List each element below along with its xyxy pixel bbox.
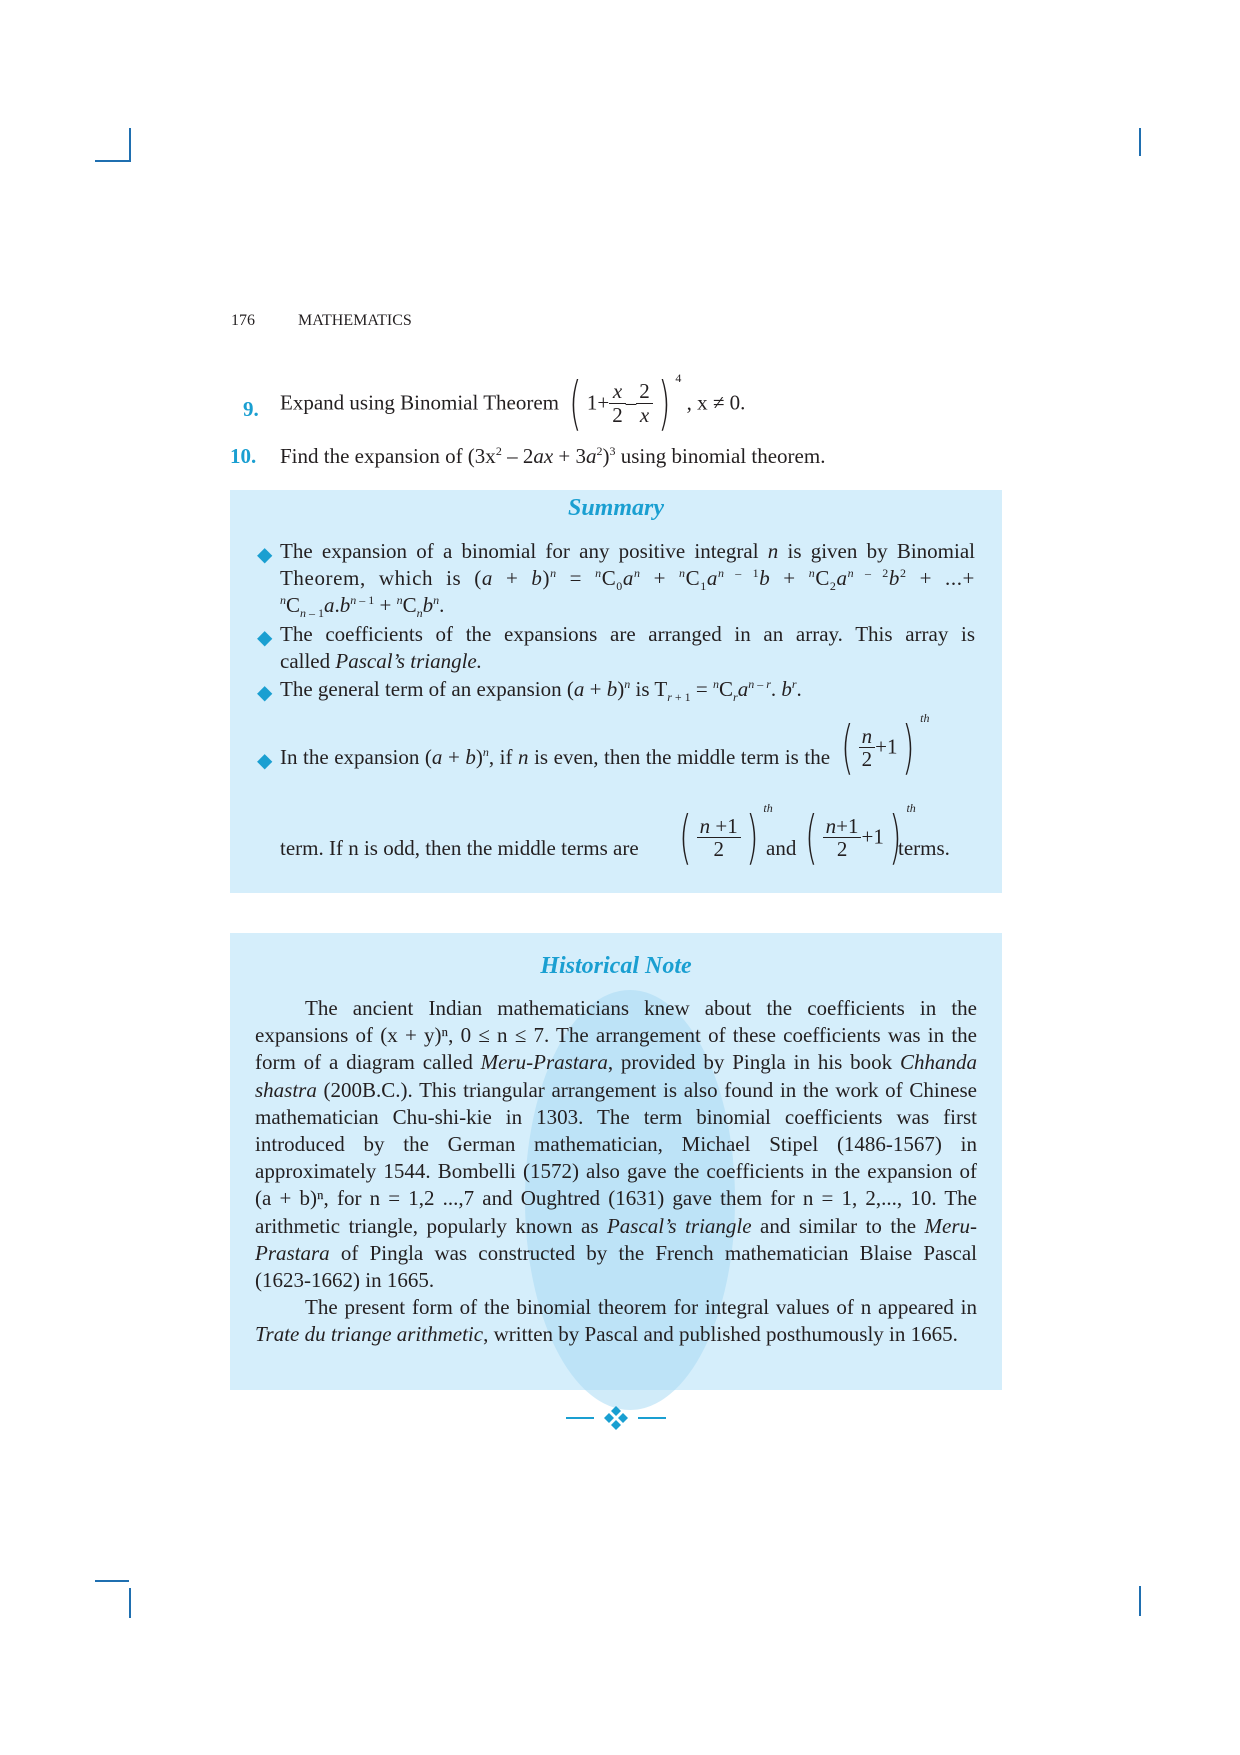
crop-mark-top-left-h — [95, 160, 129, 162]
plus-one: +1 — [861, 824, 884, 849]
th-superscript: th — [763, 801, 773, 815]
crop-mark-top-left-v — [129, 128, 131, 162]
hist-meru-prastara: Meru-Prastara — [480, 1050, 608, 1075]
hist-trate: Trate du triange arithmetic — [255, 1322, 484, 1347]
summary-b4-and: and — [766, 836, 797, 860]
summary-b4-terms: terms. — [898, 836, 950, 860]
summary-b4-line1: In the expansion $(a + b)^n$, if n is even, then the middle term is the — [280, 745, 831, 769]
paren-left: ( — [841, 713, 854, 782]
hist-p1a: The ancient Indian mathematicians knew about the coefficients in the expansions of (x + y)ⁿ, 0 ≤ n ≤ 7. The arrangement of these coefficients was in the form of a diagram called — [255, 996, 977, 1075]
page-number: 176 — [231, 312, 255, 329]
crop-mark-bottom-left-v — [129, 1588, 131, 1618]
frac-n-over-2: $\frac{n}{2}$ — [859, 725, 876, 770]
summary-b2-line1: The coefficients of the expansions are arranged in an array. This array is — [280, 622, 975, 646]
paren-right: ) — [657, 369, 671, 437]
summary-b2-called: called — [280, 649, 331, 673]
th-superscript: th — [920, 711, 930, 725]
summary-b4-even-term — [836, 711, 930, 782]
crop-mark-bottom-left-h — [95, 1580, 129, 1582]
summary-b1-line3: $^nC_{n - 1}a.b^{n - 1} + ^nC_nb^n$. — [280, 593, 445, 620]
diamond-bullet-icon: ◆ — [257, 544, 273, 566]
crop-mark-bottom-right-v — [1139, 1586, 1141, 1616]
summary-box — [230, 490, 1002, 893]
paren-left: ( — [679, 803, 692, 872]
summary-b1-line1: The expansion of a binomial for any positive integral n is given by Binomial — [280, 539, 976, 563]
exercise-10-text-a: Find the expansion of (3x — [280, 444, 496, 468]
frac-x-over-2: $\frac{x}{2}$ — [609, 380, 626, 425]
historical-note-text — [255, 995, 977, 1349]
running-title: MATHEMATICS — [298, 312, 412, 329]
paren-right: ) — [888, 803, 902, 872]
summary-b1-line2: Theorem, which is $(a + b)^n = ^nC_0a^n + ^nC_1a^{n - 1}b + ^nC_2a^{n - 2}b^2$ + ...+ — [280, 566, 975, 593]
hist-p1d: and similar to the — [760, 1213, 917, 1238]
hist-p2b: , written by Pascal and published posthumously in 1665. — [483, 1322, 958, 1347]
summary-b4-line2-text — [280, 836, 639, 861]
exercise-10-text-b: using binomial theorem. — [620, 444, 826, 468]
diamond-bullet-icon: ◆ — [257, 682, 273, 704]
diamond-bullet-icon: ◆ — [257, 750, 273, 772]
hist-p1e: of Pingla was constructed by the French mathematician Blaise Pascal (1623-1662) in 1665. — [255, 1240, 977, 1293]
hist-chhanda-shastra: Chhanda shastra — [255, 1050, 978, 1102]
exercise-9-text: Expand using Binomial Theorem — [280, 390, 559, 415]
hist-meru-prastara-2: Meru-Prastara — [255, 1213, 978, 1265]
frac-n-plus-1-over-2: $\frac{n +1}{2}$ — [697, 815, 741, 860]
exercise-9 — [280, 369, 746, 437]
historical-note-title: Historical Note — [540, 953, 692, 979]
paren-right: ) — [745, 803, 759, 872]
exercise-9-number: 9. — [243, 397, 259, 421]
section-end-ornament-icon — [560, 1403, 672, 1433]
exercise-9-condition: , x ≠ 0. — [686, 390, 746, 415]
paren-left: ( — [805, 803, 818, 872]
diamond-bullet-icon: ◆ — [257, 627, 273, 649]
historical-paragraph-2 — [255, 1294, 977, 1348]
paren-right: ) — [902, 713, 916, 782]
plus-one: +1 — [875, 734, 898, 759]
frac-2-over-x: $\frac{2}{x}$ — [636, 380, 653, 425]
crop-mark-top-right-v — [1139, 128, 1141, 156]
summary-b2-line2 — [280, 649, 482, 674]
power-4: 4 — [675, 370, 682, 385]
exercise-10: Find the expansion of $(3x^2 - 2ax + 3a^2)^3$ using binomial theorem. — [280, 444, 826, 468]
frac-n-plus-1-over-2: $\frac{n+1}{2}$ — [823, 815, 862, 860]
hist-pascals-triangle: Pascal’s triangle — [606, 1213, 752, 1238]
expr-1-plus: 1+ — [586, 390, 610, 415]
hist-p2a: The present form of the binomial theorem for integral values of n appeared in — [305, 1295, 977, 1320]
hist-p1b: , provided by Pingla in his book — [607, 1050, 893, 1075]
summary-b2-pascal: Pascal’s triangle. — [335, 649, 483, 673]
summary-b3: The general term of an expansion $(a + b)^n$ is $T_{r + 1} = ^nC_ra^{n - r}$. $b^r$. — [280, 677, 802, 704]
summary-title: Summary — [567, 495, 665, 521]
th-superscript: th — [906, 801, 916, 815]
paren-left: ( — [569, 369, 582, 437]
summary-b4-term: term. If n is odd, then the middle terms are — [280, 836, 639, 860]
minus-sign: – — [625, 390, 637, 415]
historical-paragraph-1 — [255, 995, 977, 1294]
summary-b4-odd-term1 — [674, 801, 773, 872]
hist-p1c: (200B.C.). This triangular arrangement is also found in the work of Chinese mathematician Chu-shi-kie in 1303. The term binomial coefficients was first introduced by the German mathematician, Michael Stipel (1486-1567) in approximately 1544. Bombelli (1572) also gave the coefficients in the expansion of (a + b)ⁿ, for n = 1,2 ...,7 and Oughtred (1631) gave them for n = 1, 2,..., 10. The arithmetic triangle, popularly known as — [255, 1077, 977, 1238]
exercise-10-number: 10. — [230, 444, 257, 468]
